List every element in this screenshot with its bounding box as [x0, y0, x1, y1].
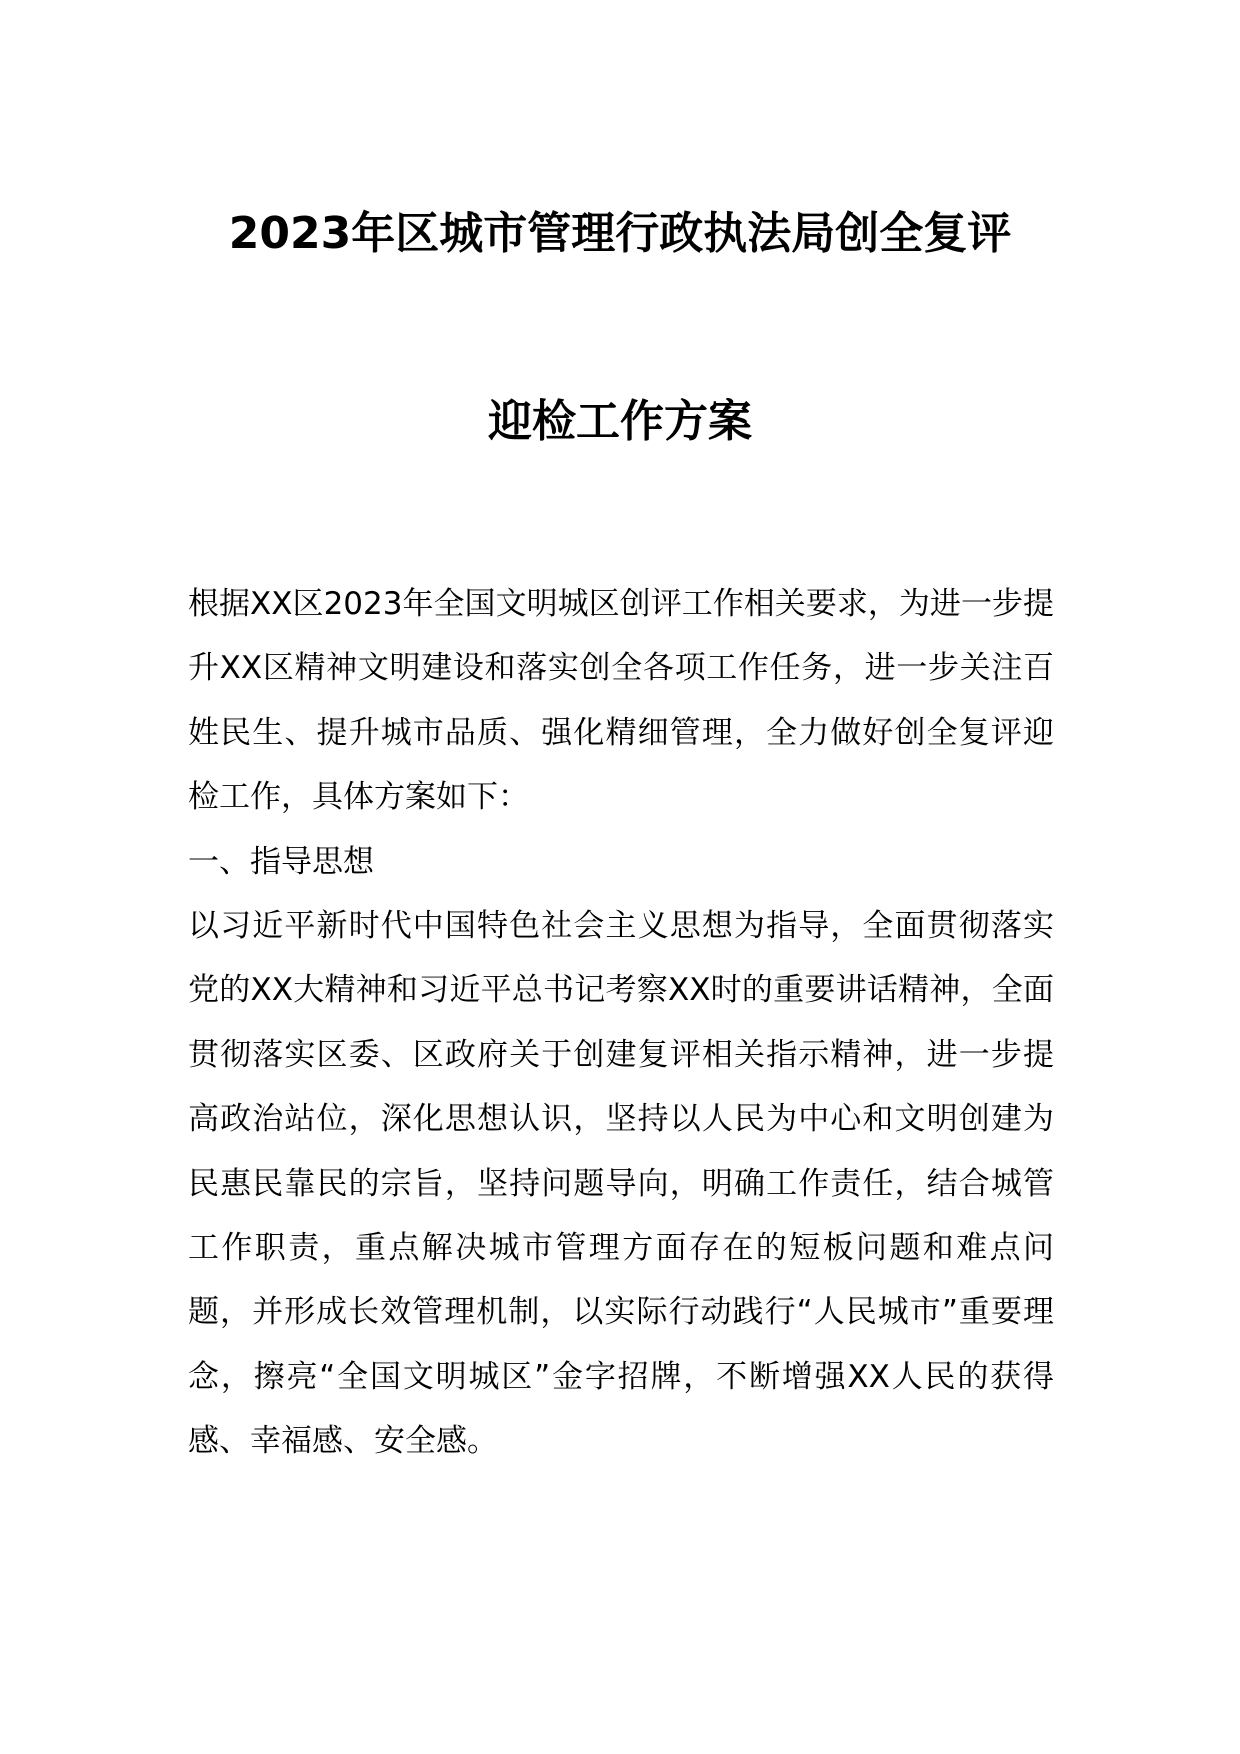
document-title-line-2: 迎检工作方案: [488, 396, 752, 447]
intro-paragraph: 根据XX区2023年全国文明城区创评工作相关要求，为进一步提升XX区精神文明建设和落实创全各项工作任务，进一步关注百姓民生、提升城市品质、强化精细管理，全力做好创全复评迎检工作，具体方案如下：: [188, 586, 1054, 816]
document-title-line-1: 2023年区城市管理行政执法局创全复评: [228, 208, 1012, 259]
guiding-ideology-paragraph: 以习近平新时代中国特色社会主义思想为指导，全面贯彻落实党的XX大精神和习近平总书记考察XX时的重要讲话精神，全面贯彻落实区委、区政府关于创建复评相关指示精神，进一步提高政治站位，深化思想认识，坚持以人民为中心和文明创建为民惠民靠民的宗旨，坚持问题导向，明确工作责任，结合城管工作职责，重点解决城市管理方面存在的短板问题和难点问题，并形成长效管理机制，以实际行动践行“人民城市”重要理念，擦亮“全国文明城区”金字招牌，不断增强XX人民的获得感、幸福感、安全感。: [188, 908, 1054, 1460]
section-heading-guiding-ideology: 一、指导思想: [188, 843, 374, 880]
document-body: [188, 572, 1054, 1474]
